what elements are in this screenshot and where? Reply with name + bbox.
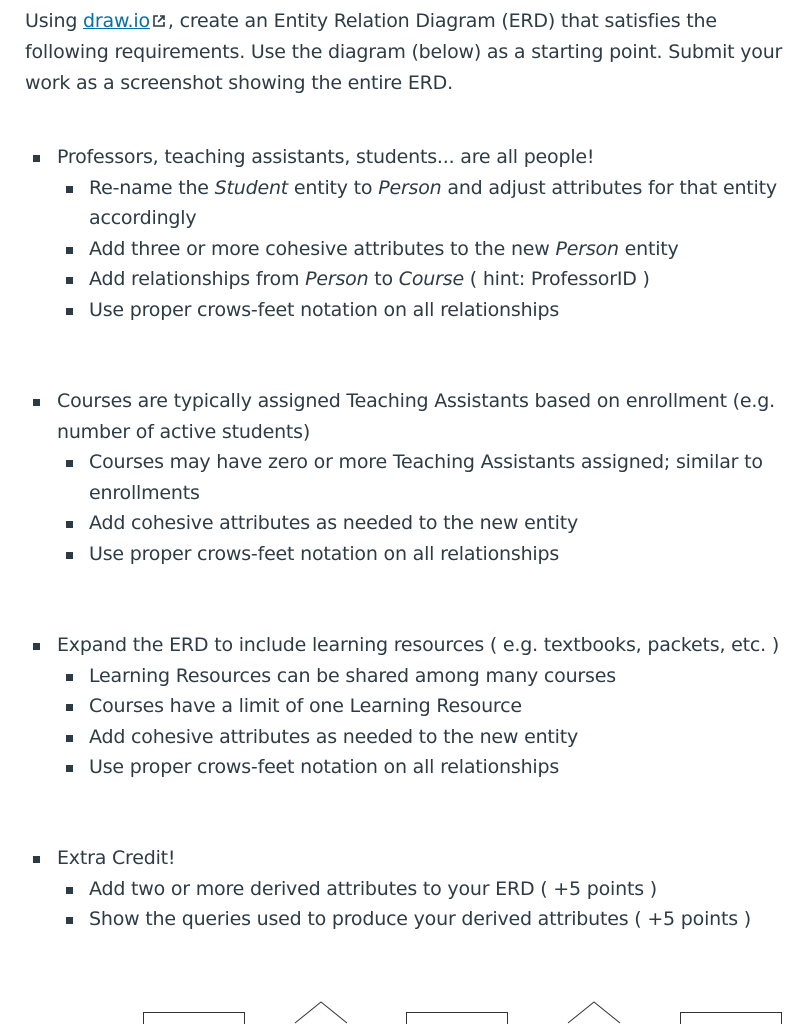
section-ta-heading: Courses are typically assigned Teaching Assistants based on enrollment (e.g. number of active students): [25, 386, 785, 447]
list-item: Add two or more derived attributes to your ERD ( +5 points ): [25, 874, 785, 905]
list-item: Add relationships from Person to Course ( hint: ProfessorID ): [25, 264, 785, 295]
list-item: Add cohesive attributes as needed to the new entity: [25, 508, 785, 539]
section-teaching-assistants: [25, 386, 785, 569]
list-item: Add cohesive attributes as needed to the new entity: [25, 722, 785, 753]
entity-box: [407, 1013, 508, 1024]
list-item: Show the queries used to produce your derived attributes ( +5 points ): [25, 904, 785, 935]
list-item: Use proper crows-feet notation on all relationships: [25, 752, 785, 783]
intro-paragraph: [25, 6, 785, 99]
section-extra-credit: [25, 843, 785, 935]
section-person: [25, 142, 785, 325]
entity-box: [681, 1013, 782, 1024]
section-resources-heading: Expand the ERD to include learning resources ( e.g. textbooks, packets, etc. ): [25, 630, 785, 661]
drawio-link[interactable]: draw.io: [83, 10, 150, 32]
relationship-diamond: [295, 1002, 347, 1023]
relationship-diamond: [568, 1002, 620, 1023]
list-item: Learning Resources can be shared among many courses: [25, 661, 785, 692]
intro-suffix: , create an Entity Relation Diagram (ERD) that satisfies the following requirements. Use the diagram (below) as a starting point. Submit your work as a screenshot showing the entire ERD.: [25, 10, 783, 94]
entity-box: [144, 1013, 245, 1024]
intro-prefix: Using: [25, 10, 84, 32]
list-item: Courses have a limit of one Learning Resource: [25, 691, 785, 722]
list-item: Re-name the Student entity to Person and adjust attributes for that entity accordingly: [25, 173, 785, 234]
section-extra-credit-heading: Extra Credit!: [25, 843, 785, 874]
list-item: Courses may have zero or more Teaching Assistants assigned; similar to enrollments: [25, 447, 785, 508]
section-person-heading: Professors, teaching assistants, students... are all people!: [25, 142, 785, 173]
section-learning-resources: [25, 630, 785, 783]
external-link-icon[interactable]: [152, 14, 166, 28]
erd-diagram-preview: [0, 998, 798, 1024]
list-item: Use proper crows-feet notation on all relationships: [25, 295, 785, 326]
list-item: Use proper crows-feet notation on all relationships: [25, 539, 785, 570]
list-item: Add three or more cohesive attributes to the new Person entity: [25, 234, 785, 265]
